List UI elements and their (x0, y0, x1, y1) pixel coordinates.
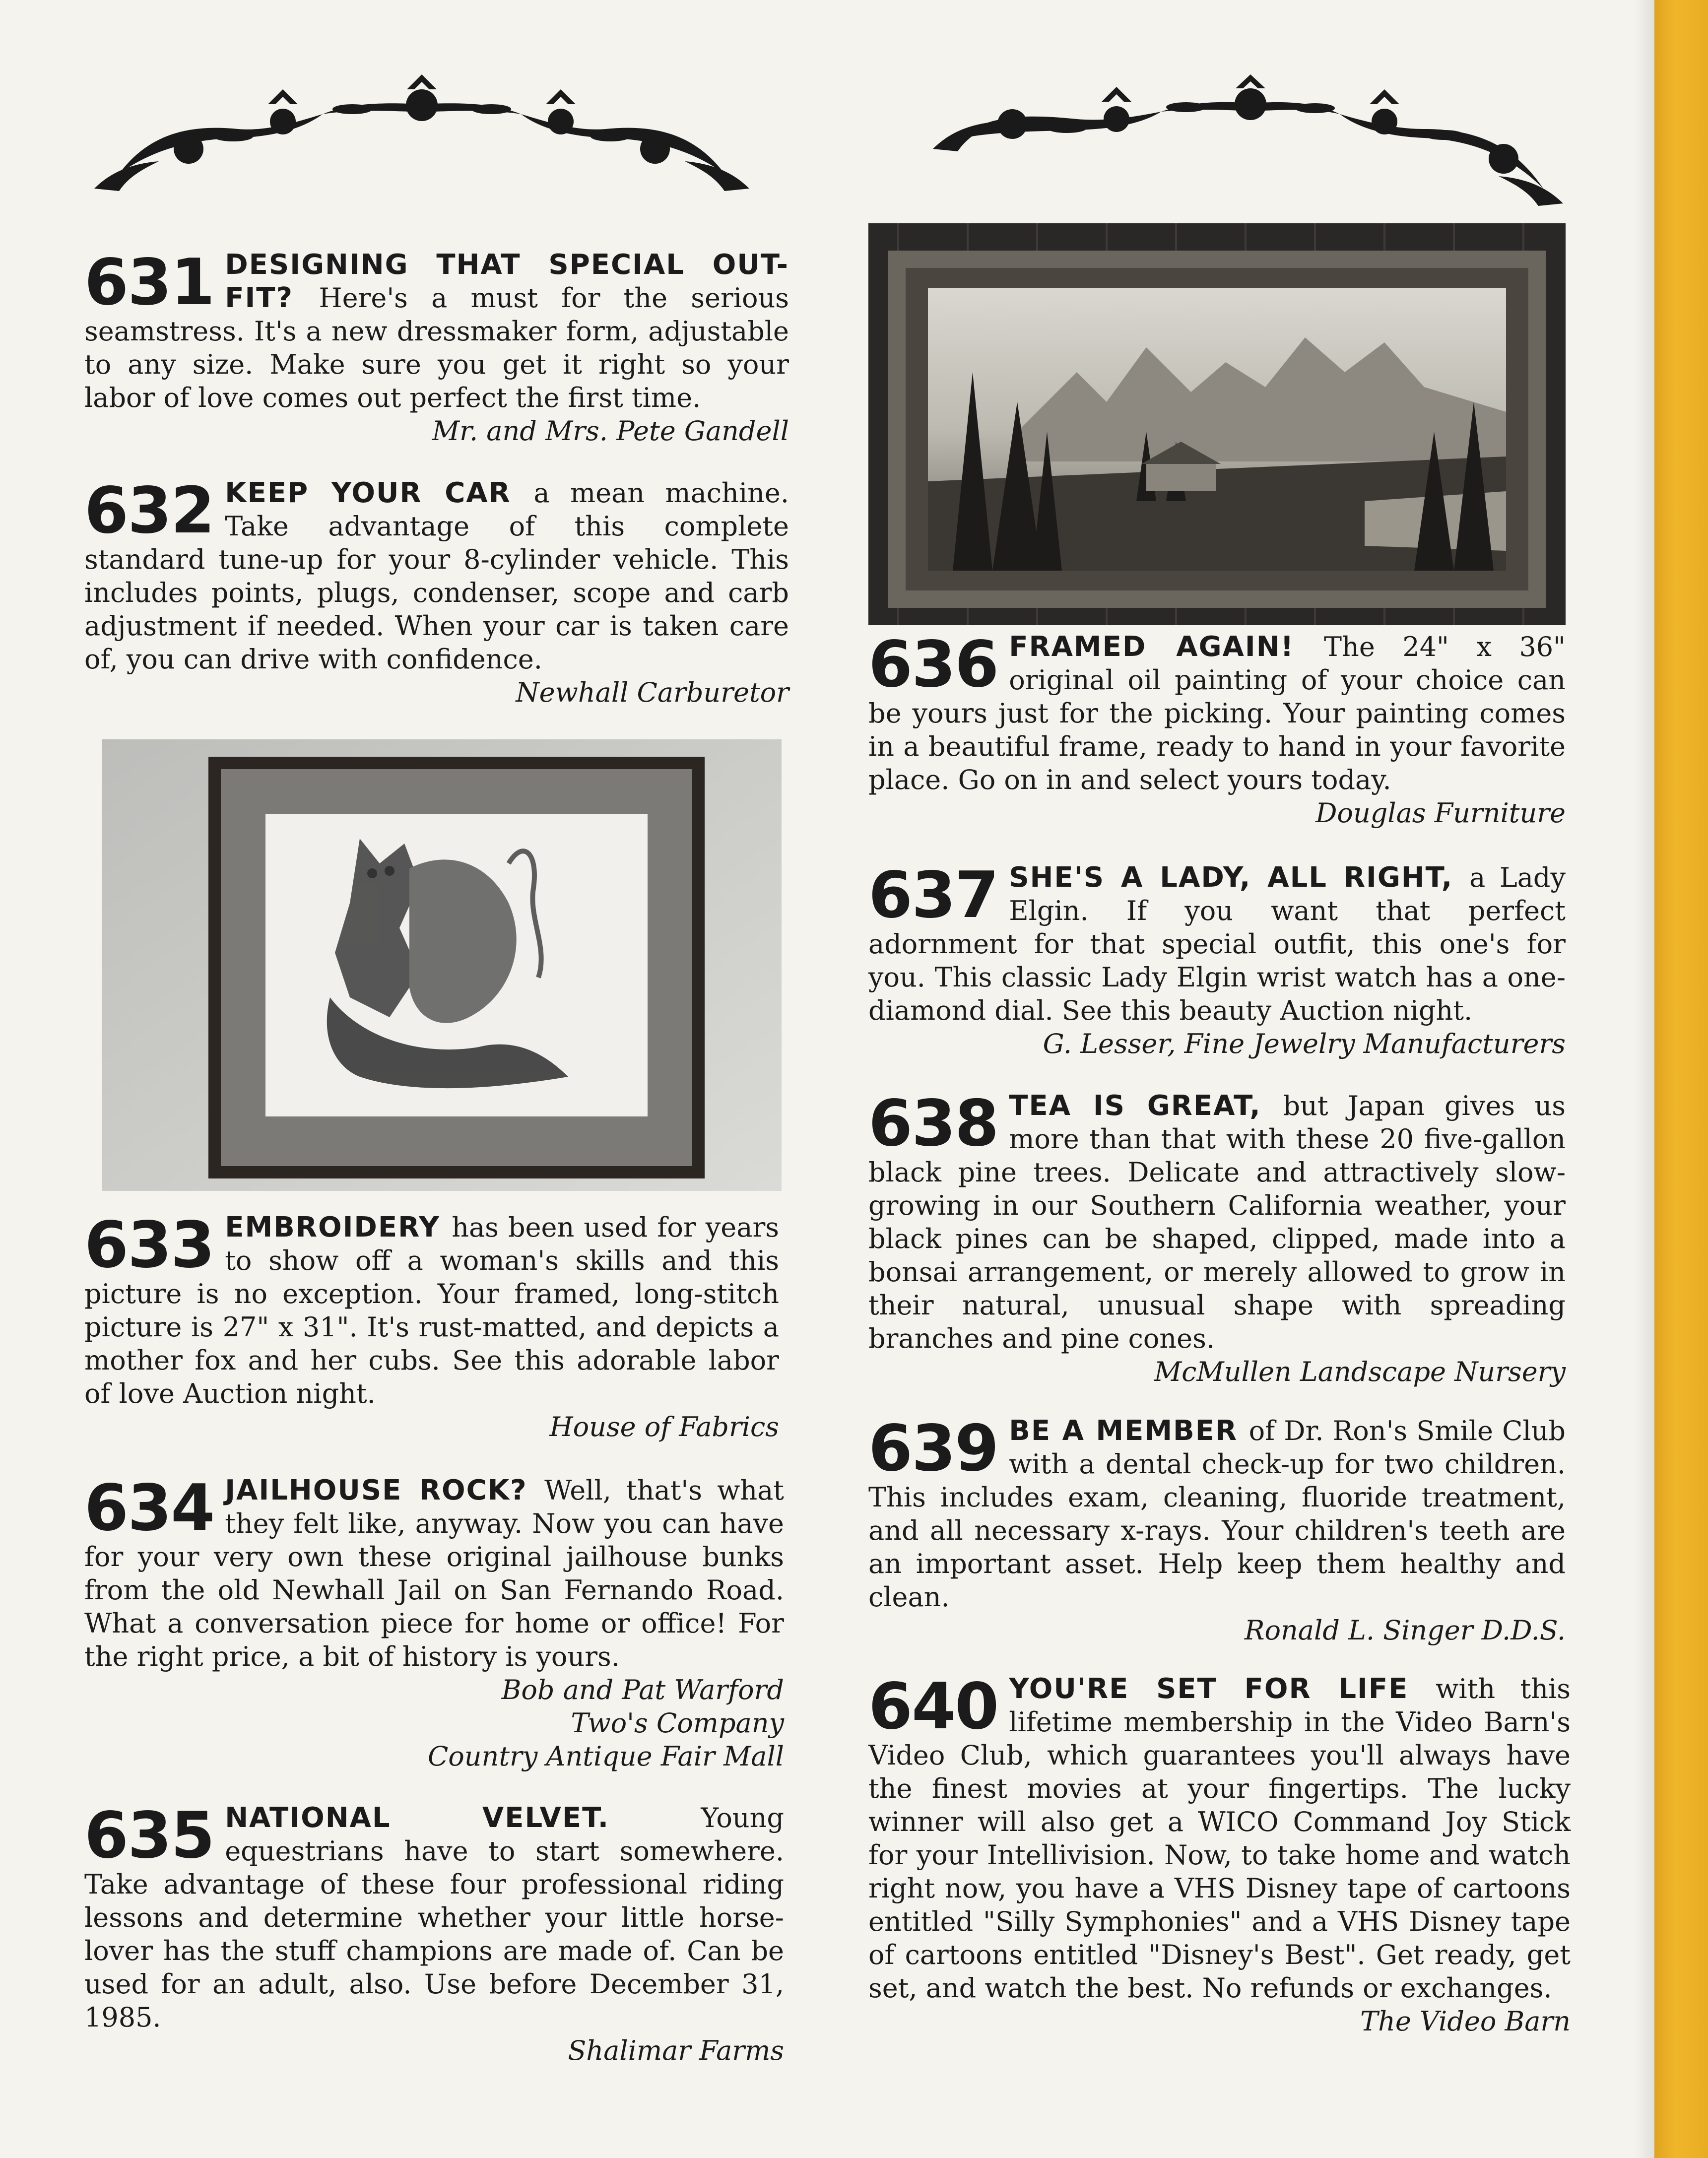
item-donor: Newhall Carburetor (516, 677, 789, 708)
item-headline: FRAMED AGAIN! (1009, 631, 1324, 663)
auction-item-636 (868, 630, 1566, 830)
item-donor: Bob and Pat Warford (501, 1674, 784, 1705)
item-donor: Douglas Furniture (1315, 797, 1566, 829)
lot-number: 635 (84, 1799, 214, 1873)
item-donor: Two's Company (571, 1707, 784, 1739)
item-headline: SHE'S A LADY, ALL RIGHT, (1009, 861, 1470, 894)
item-description: Well, that's what they felt like, anyway. Now you can have for your very own these original jailhouse bunks from the old Newhall Jail on San Fernando Road. What a conversation piece for home or office! For the right price, a bit of history is yours. (84, 1475, 784, 1672)
item-donor: McMullen Landscape Nursery (1154, 1356, 1566, 1387)
item-donor: G. Lesser, Fine Jewelry Manufacturers (1043, 1028, 1566, 1059)
item-description: has been used for years to show off a woman's skills and this picture is no exception. Your framed, long-stitch picture is 27" x 31". It's rust-matted, and depicts a mother fox and her cubs. See this adorable labor of love Auction night. (84, 1212, 779, 1409)
item-headline: NATIONAL VELVET. (225, 1802, 701, 1834)
framed-mountain-painting-photo (868, 223, 1566, 625)
auction-item-633 (84, 1208, 779, 1443)
item-donor: Ronald L. Singer D.D.S. (1244, 1615, 1566, 1646)
auction-item-631 (84, 248, 789, 448)
binding-shadow (1635, 0, 1654, 2158)
lot-number: 631 (84, 246, 214, 320)
auction-item-634 (84, 1471, 784, 1773)
item-headline: TEA IS GREAT, (1009, 1090, 1283, 1122)
item-donor: Mr. and Mrs. Pete Gandell (432, 415, 789, 447)
lot-number: 633 (84, 1208, 214, 1282)
item-headline: JAILHOUSE ROCK? (225, 1474, 545, 1506)
item-donor: The Video Barn (1360, 2006, 1571, 2037)
lot-number: 634 (84, 1471, 214, 1545)
lot-number: 640 (868, 1670, 998, 1744)
item-donor: House of Fabrics (549, 1411, 779, 1442)
filigree-ornament-icon (89, 74, 754, 198)
auction-item-635 (84, 1801, 784, 2067)
item-description: a mean machine. Take advantage of this complete standard tune-up for your 8-cylinder vehicle. This includes points, plugs, condenser, scope and carb adjustment if needed. When your car is taken care of, you can drive with confidence. (84, 477, 789, 675)
lot-number: 639 (868, 1412, 998, 1486)
item-description: but Japan gives us more than that with these 20 five-gallon black pine trees. Delicate and attractively slow-growing in our Southern California weather, your black pines can be shaped, clipped, made into a bonsai arrangement, or merely allowed to grow in their natural, unusual shape with spreading branches and pine cones. (868, 1090, 1566, 1354)
item-description: with this lifetime membership in the Video Barn's Video Club, which guarantees you'll always have the finest movies at your fingertips. The lucky winner will also get a WICO Command Joy Stick for your Intellivision. Now, to take home and watch right now, you have a VHS Disney tape of cartoons entitled "Silly Symphonies" and a VHS Disney tape of cartoons entitled "Disney's Best". Get ready, get set, and watch the best. No refunds or exchanges. (868, 1673, 1571, 2004)
yellow-binding-strip (1654, 0, 1708, 2158)
framed-fox-embroidery-photo (102, 739, 782, 1191)
item-headline: YOU'RE SET FOR LIFE (1009, 1673, 1436, 1705)
item-headline: DESIGNING THAT SPECIAL OUT-FIT? (225, 249, 789, 314)
lot-number: 636 (868, 628, 998, 702)
item-donor: Shalimar Farms (568, 2035, 784, 2066)
lot-number: 637 (868, 858, 998, 932)
filigree-ornament-icon (928, 74, 1568, 208)
lot-number: 638 (868, 1087, 998, 1161)
item-headline: EMBROIDERY (225, 1211, 452, 1243)
auction-item-632 (84, 476, 789, 709)
item-headline: KEEP YOUR CAR (225, 477, 534, 509)
lot-number: 632 (84, 474, 214, 548)
item-description: Here's a must for the serious seamstress. It's a new dressmaker form, adjustable to any size. Make sure you get it right so your labor of love comes out perfect the first time. (84, 282, 789, 413)
auction-item-639 (868, 1414, 1566, 1647)
item-description: The 24" x 36" original oil painting of your choice can be yours just for the picking. Your painting comes in a beautiful frame, ready to hand in your favorite place. Go on in and select yours today. (868, 631, 1566, 795)
item-donor: Country Antique Fair Mall (427, 1741, 784, 1772)
auction-item-638 (868, 1089, 1566, 1388)
item-description: of Dr. Ron's Smile Club with a dental check-up for two children. This includes exam, cleaning, fluoride treatment, and all necessary x-rays. Your children's teeth are an important asset. Help keep them healthy and clean. (868, 1415, 1566, 1613)
auction-item-637 (868, 858, 1566, 1060)
auction-item-640 (868, 1672, 1571, 2038)
item-description: Young equestrians have to start somewhere. Take advantage of these four professional riding lessons and determine whether your little horse-lover has the stuff champions are made of. Can be used for an adult, also. Use before December 31, 1985. (84, 1802, 784, 2033)
item-description: a Lady Elgin. If you want that perfect adornment for that special outfit, this one's for you. This classic Lady Elgin wrist watch has a one-diamond dial. See this beauty Auction night. (868, 862, 1566, 1026)
item-headline: BE A MEMBER (1009, 1415, 1249, 1447)
